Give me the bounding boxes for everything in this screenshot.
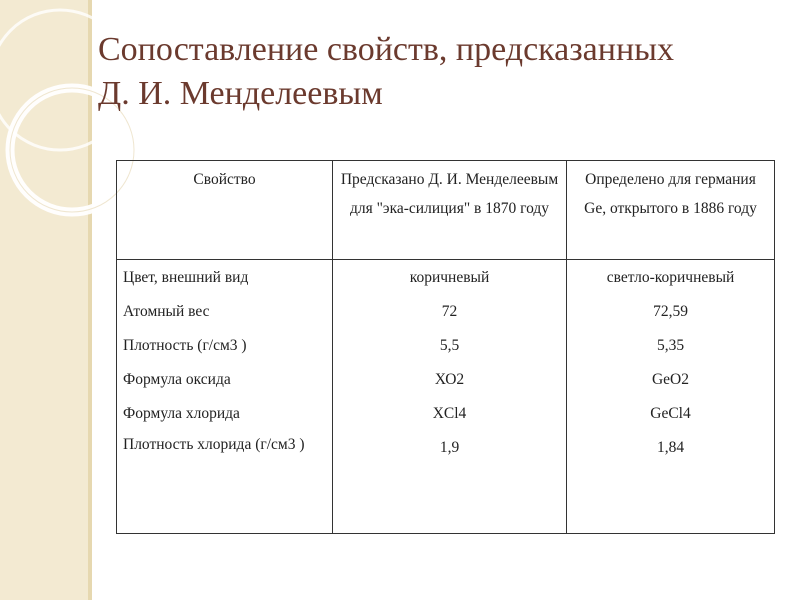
determined-cell: светло-коричневый: [606, 269, 735, 286]
predicted-cell: коричневый: [409, 269, 490, 286]
property-cell: Формула оксида: [123, 371, 231, 388]
predicted-cell: 72: [441, 303, 458, 320]
comparison-table: [116, 160, 775, 534]
determined-cell: GeCl4: [650, 405, 691, 422]
property-cell: Цвет, внешний вид: [123, 269, 249, 286]
predicted-cell: XCl4: [432, 405, 467, 422]
determined-cell: 72,59: [653, 303, 688, 320]
determined-cell: 1,84: [656, 439, 685, 456]
table-row: [117, 260, 775, 534]
title-line-2: Д. И. Менделеевым: [98, 75, 383, 112]
property-cell: Плотность хлорида (г/см3 ): [123, 436, 305, 453]
header-determined: Определено для германия Ge, открытого в 1886 году: [567, 161, 775, 260]
determined-cell: GeO2: [651, 371, 690, 388]
page-title: [98, 28, 788, 116]
header-predicted: Предсказано Д. И. Менделеевым для "эка-силиция" в 1870 году: [333, 161, 567, 260]
title-line-1: Сопоставление свойств, предсказанных: [98, 31, 675, 68]
header-property: Свойство: [117, 161, 333, 260]
property-cell: Плотность (г/см3 ): [123, 337, 247, 354]
predicted-cell: 5,5: [439, 337, 460, 354]
determined-column: [567, 260, 775, 534]
property-column: [117, 260, 333, 534]
property-cell: Атомный вес: [123, 303, 210, 320]
predicted-cell: ХО2: [434, 371, 465, 388]
determined-cell: 5,35: [656, 337, 685, 354]
predicted-column: [333, 260, 567, 534]
predicted-cell: 1,9: [439, 439, 460, 456]
property-cell: Формула хлорида: [123, 405, 240, 422]
table-header-row: [117, 161, 775, 260]
